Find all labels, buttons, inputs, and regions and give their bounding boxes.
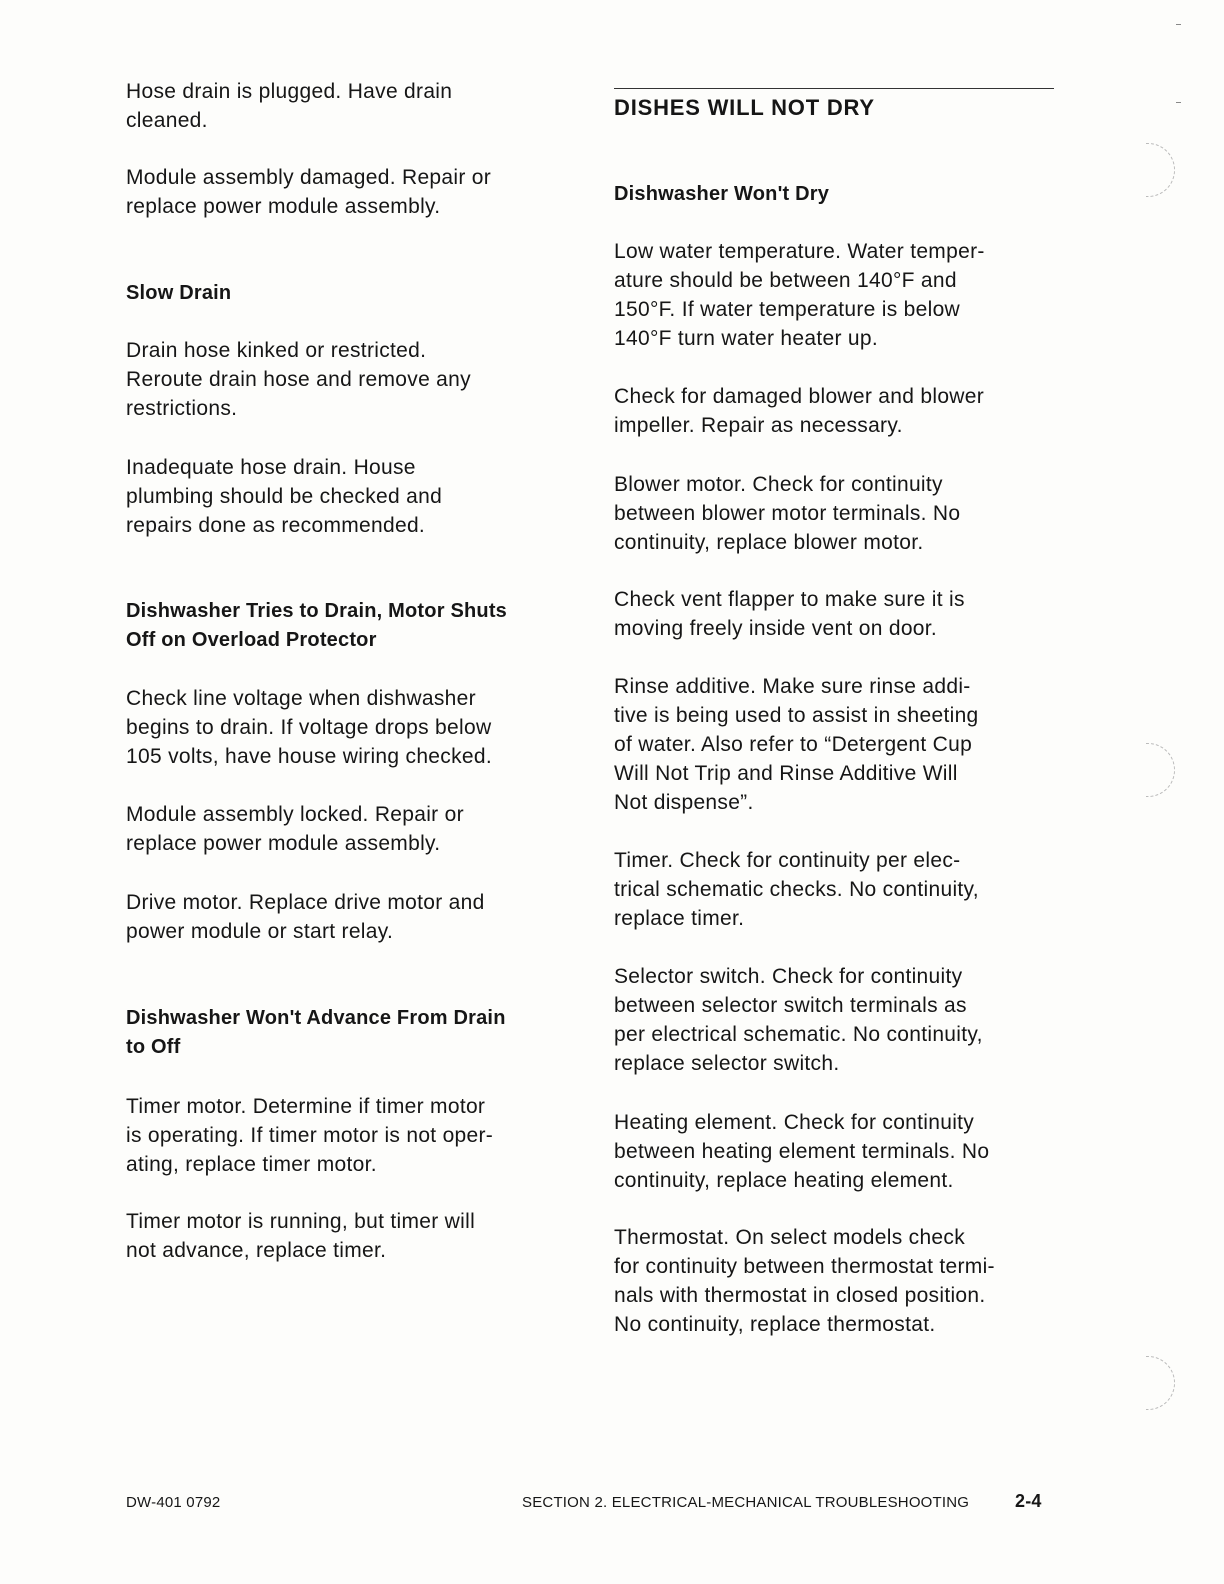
vent-flapper-text: Check vent flapper to make sure it is moving freely inside vent on door. bbox=[614, 588, 965, 640]
punch-hole-icon bbox=[1146, 143, 1175, 197]
inadequate-hose-drain-text: Inadequate hose drain. House plumbing should be checked and repairs done as recommended. bbox=[126, 456, 443, 537]
footer-doc-code: DW-401 0792 bbox=[126, 1494, 221, 1511]
footer-section-label: SECTION 2. ELECTRICAL-MECHANICAL TROUBLESHOOTING bbox=[522, 1494, 970, 1511]
damaged-blower-text: Check for damaged blower and blower impeller. Repair as necessary. bbox=[614, 385, 985, 437]
punch-hole-icon bbox=[1146, 743, 1175, 797]
section-title: DISHES WILL NOT DRY bbox=[614, 95, 875, 120]
edge-mark bbox=[1176, 24, 1181, 25]
module-damaged-text: Module assembly damaged. Repair or replace power module assembly. bbox=[126, 166, 492, 218]
blower-motor-text: Blower motor. Check for continuity between blower motor terminals. No continuity, replace blower motor. bbox=[614, 473, 961, 554]
heating-element-text: Heating element. Check for continuity between heating element terminals. No continuity, replace heating element. bbox=[614, 1111, 990, 1192]
tries-to-drain-heading: Dishwasher Tries to Drain, Motor Shuts Off on Overload Protector bbox=[126, 600, 507, 651]
low-water-temperature-text: Low water temperature. Water temper- ature should be between 140°F and 150°F. If water temperature is below 140°F turn water heater up. bbox=[614, 240, 985, 350]
thermostat-text: Thermostat. On select models check for continuity between thermostat termi- nals with thermostat in closed position. No continuity, replace thermostat. bbox=[614, 1226, 995, 1336]
edge-mark bbox=[1176, 102, 1181, 103]
punch-hole-icon bbox=[1146, 1356, 1175, 1410]
hose-drain-plugged-text: Hose drain is plugged. Have drain cleaned. bbox=[126, 80, 453, 132]
drive-motor-text: Drive motor. Replace drive motor and power module or start relay. bbox=[126, 891, 485, 943]
section-rule bbox=[614, 88, 1054, 89]
selector-switch-text: Selector switch. Check for continuity between selector switch terminals as per electrical schematic. No continuity, replace selector switch. bbox=[614, 965, 983, 1075]
check-line-voltage-text: Check line voltage when dishwasher begins to drain. If voltage drops below 105 volts, have house wiring checked. bbox=[126, 687, 492, 768]
module-locked-text: Module assembly locked. Repair or replace power module assembly. bbox=[126, 803, 464, 855]
drain-hose-kinked-text: Drain hose kinked or restricted. Reroute drain hose and remove any restrictions. bbox=[126, 339, 471, 420]
timer-motor-text: Timer motor. Determine if timer motor is operating. If timer motor is not oper- ating, replace timer motor. bbox=[126, 1095, 494, 1176]
wont-advance-heading: Dishwasher Won't Advance From Drain to Off bbox=[126, 1007, 506, 1058]
rinse-additive-text: Rinse additive. Make sure rinse addi- tive is being used to assist in sheeting of water. Also refer to “Detergent Cup Will Not Trip and Rinse Additive Will Not dispense”. bbox=[614, 675, 979, 814]
wont-dry-heading: Dishwasher Won't Dry bbox=[614, 183, 830, 205]
footer-page-number: 2-4 bbox=[1015, 1491, 1042, 1511]
slow-drain-heading: Slow Drain bbox=[126, 282, 232, 304]
timer-motor-running-text: Timer motor is running, but timer will not advance, replace timer. bbox=[126, 1210, 476, 1262]
timer-text: Timer. Check for continuity per elec- trical schematic checks. No continuity, replace timer. bbox=[614, 849, 979, 930]
